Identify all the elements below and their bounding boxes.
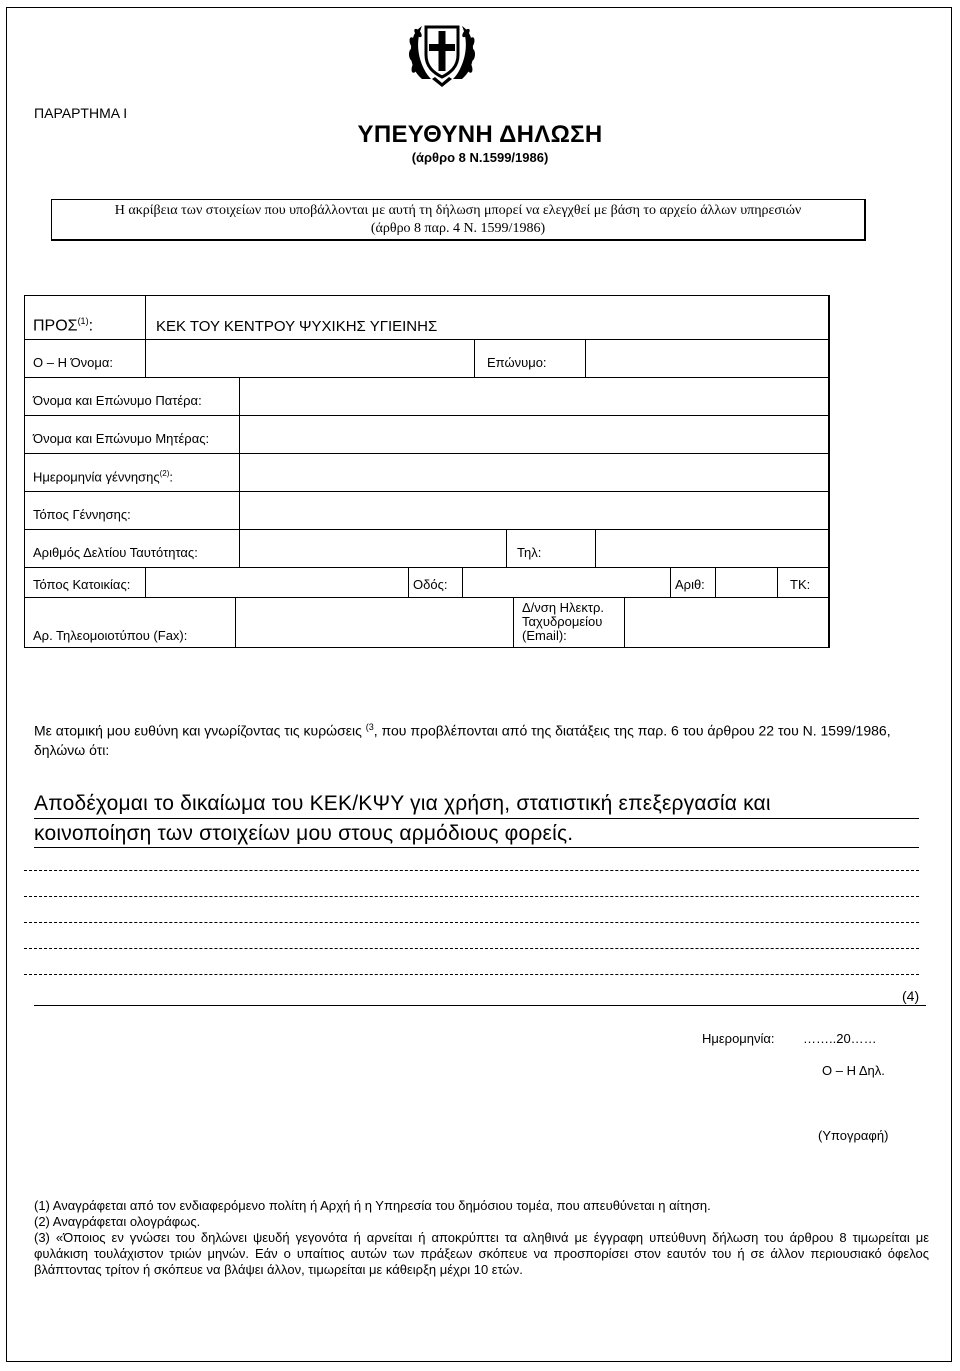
- phone-label-cell: [507, 530, 596, 567]
- form-row-id-phone: [25, 530, 830, 568]
- email-field[interactable]: [625, 598, 828, 647]
- acceptance-statement: [34, 789, 914, 849]
- date-label: Ημερομηνία:: [702, 1031, 775, 1046]
- recipient-label-cell: [25, 296, 146, 339]
- dotted-line-5[interactable]: [24, 974, 919, 975]
- form-row-birthdate: [25, 454, 830, 492]
- recipient-label: ΠΡΟΣ$^{(1)}$:: [33, 316, 94, 335]
- surname-field[interactable]: [586, 340, 828, 377]
- acceptance-underline-2: [34, 847, 919, 848]
- footnote-marker-4: (4): [902, 988, 920, 1004]
- id-field[interactable]: [240, 530, 507, 567]
- dotted-line-3[interactable]: [24, 922, 919, 923]
- document-subtitle: (άρθρο 8 Ν.1599/1986): [411, 150, 549, 165]
- id-label: Αριθμός Δελτίου Ταυτότητας:: [33, 545, 198, 560]
- dotted-line-2[interactable]: [24, 896, 919, 897]
- notice-line-1: Η ακρίβεια των στοιχείων που υποβάλλονται με αυτή τη δήλωση μπορεί να ελεγχθεί με βάση το αρχείο άλλων υπηρεσιών: [114, 203, 802, 218]
- street-field[interactable]: [463, 568, 671, 597]
- declarant-label: Ο – Η Δηλ.: [822, 1063, 885, 1078]
- form-row-fax-email: [25, 598, 830, 648]
- document-title: ΥΠΕΥΘΥΝΗ ΔΗΛΩΣΗ: [357, 121, 603, 148]
- form-row-residence: [25, 568, 830, 598]
- phone-field[interactable]: [596, 530, 828, 567]
- signature-label: (Υπογραφή): [818, 1128, 889, 1143]
- acceptance-line-2: κοινοποίηση των στοιχείων μου στους αρμόδιους φορείς.: [34, 822, 574, 845]
- father-label: Όνομα και Επώνυμο Πατέρα:: [33, 393, 202, 408]
- declaration-text: Με ατομική μου ευθύνη και γνωρίζοντας τις κυρώσεις $^{(3}$, που προβλέπονται από της διατάξεις της παρ. 6 του άρθρου 22 του Ν. 1599/1986, δηλώνω ότι:: [34, 722, 891, 758]
- footnote-1: (1) Αναγράφεται από τον ενδιαφερόμενο πολίτη ή Αρχή ή η Υπηρεσία του δημόσιου τομέα, που απευθύνεται η αίτηση.: [34, 1198, 711, 1213]
- number-label-cell: [671, 568, 716, 597]
- phone-label: Τηλ:: [517, 545, 542, 560]
- postcode-label-cell: [778, 568, 828, 597]
- marker-underline: [34, 1005, 926, 1006]
- greek-coat-of-arms-icon: [404, 13, 480, 93]
- dotted-line-4[interactable]: [24, 948, 919, 949]
- form-row-mother: [25, 416, 830, 454]
- dotted-line-1[interactable]: [24, 870, 919, 871]
- form-row-recipient: [25, 296, 830, 340]
- name-label: Ο – Η Όνομα:: [33, 355, 113, 370]
- birthdate-field[interactable]: [240, 454, 828, 491]
- footnote-3: (3) «Όποιος εν γνώσει του δηλώνει ψευδή γεγονότα ή αρνείται ή αποκρύπτει τα αληθινά με έγγραφη υπεύθυνη δήλωση του άρθρου 8 τιμωρείται με φυλάκιση τουλάχιστον τριών μηνών. Εάν ο υπαίτιος αυτών των πράξεων σκόπευε να προσπορίσει στον εαυτόν του ή σε άλλον περιουσιακό όφελος βλάπτοντας τρίτον ή σκόπευε να βλάψει άλλον, τιμωρείται με κάθειρξη μέχρι 10 ετών.: [34, 1230, 929, 1277]
- mother-field[interactable]: [240, 416, 828, 453]
- fax-label: Αρ. Τηλεομοιοτύπου (Fax):: [33, 628, 188, 643]
- surname-label-cell: [475, 340, 586, 377]
- birthplace-field[interactable]: [240, 492, 828, 529]
- street-label: Οδός:: [413, 577, 448, 592]
- residence-label-cell: [25, 568, 146, 597]
- acceptance-line-1: Αποδέχομαι το δικαίωμα του ΚΕΚ/ΚΨΥ για χρήση, στατιστική επεξεργασία και: [34, 792, 771, 815]
- footnotes: [34, 1198, 929, 1278]
- footnote-2: (2) Αναγράφεται ολογράφως.: [34, 1214, 201, 1229]
- name-field[interactable]: [146, 340, 475, 377]
- residence-label: Τόπος Κατοικίας:: [33, 577, 131, 592]
- mother-label-cell: [25, 416, 240, 453]
- mother-label: Όνομα και Επώνυμο Μητέρας:: [33, 431, 210, 446]
- notice-line-2: (άρθρο 8 παρ. 4 Ν. 1599/1986): [370, 221, 546, 236]
- birthplace-label: Τόπος Γέννησης:: [33, 507, 131, 522]
- acceptance-underline-1: [34, 818, 919, 819]
- street-label-cell: [409, 568, 463, 597]
- residence-field[interactable]: [146, 568, 409, 597]
- email-label: Δ/νση Ηλεκτρ. Ταχυδρομείου (Email):: [522, 600, 604, 643]
- surname-label: Επώνυμο:: [487, 355, 547, 370]
- number-field[interactable]: [716, 568, 778, 597]
- form-row-name: [25, 340, 830, 378]
- birthplace-label-cell: [25, 492, 240, 529]
- recipient-value: ΚΕΚ ΤΟΥ ΚΕΝΤΡΟΥ ΨΥΧΙΚΗΣ ΥΓΙΕΙΝΗΣ: [156, 318, 438, 335]
- form-row-birthplace: [25, 492, 830, 530]
- father-label-cell: [25, 378, 240, 415]
- birthdate-label: Ημερομηνία γέννησης$^{(2)}$:: [33, 469, 173, 485]
- fax-label-cell: [25, 598, 236, 647]
- date-value[interactable]: ……..20……: [803, 1031, 877, 1046]
- declarant-form: [24, 295, 830, 648]
- appendix-label: ΠΑΡΑΡΤΗΜΑ Ι: [34, 105, 128, 121]
- number-label: Αριθ:: [675, 577, 705, 592]
- verification-notice: [51, 199, 866, 241]
- birthdate-label-cell: [25, 454, 240, 491]
- fax-field[interactable]: [236, 598, 514, 647]
- form-row-father: [25, 378, 830, 416]
- id-label-cell: [25, 530, 240, 567]
- email-label-cell: [514, 598, 625, 647]
- postcode-label: ΤΚ:: [790, 577, 811, 592]
- father-field[interactable]: [240, 378, 828, 415]
- name-label-cell: [25, 340, 146, 377]
